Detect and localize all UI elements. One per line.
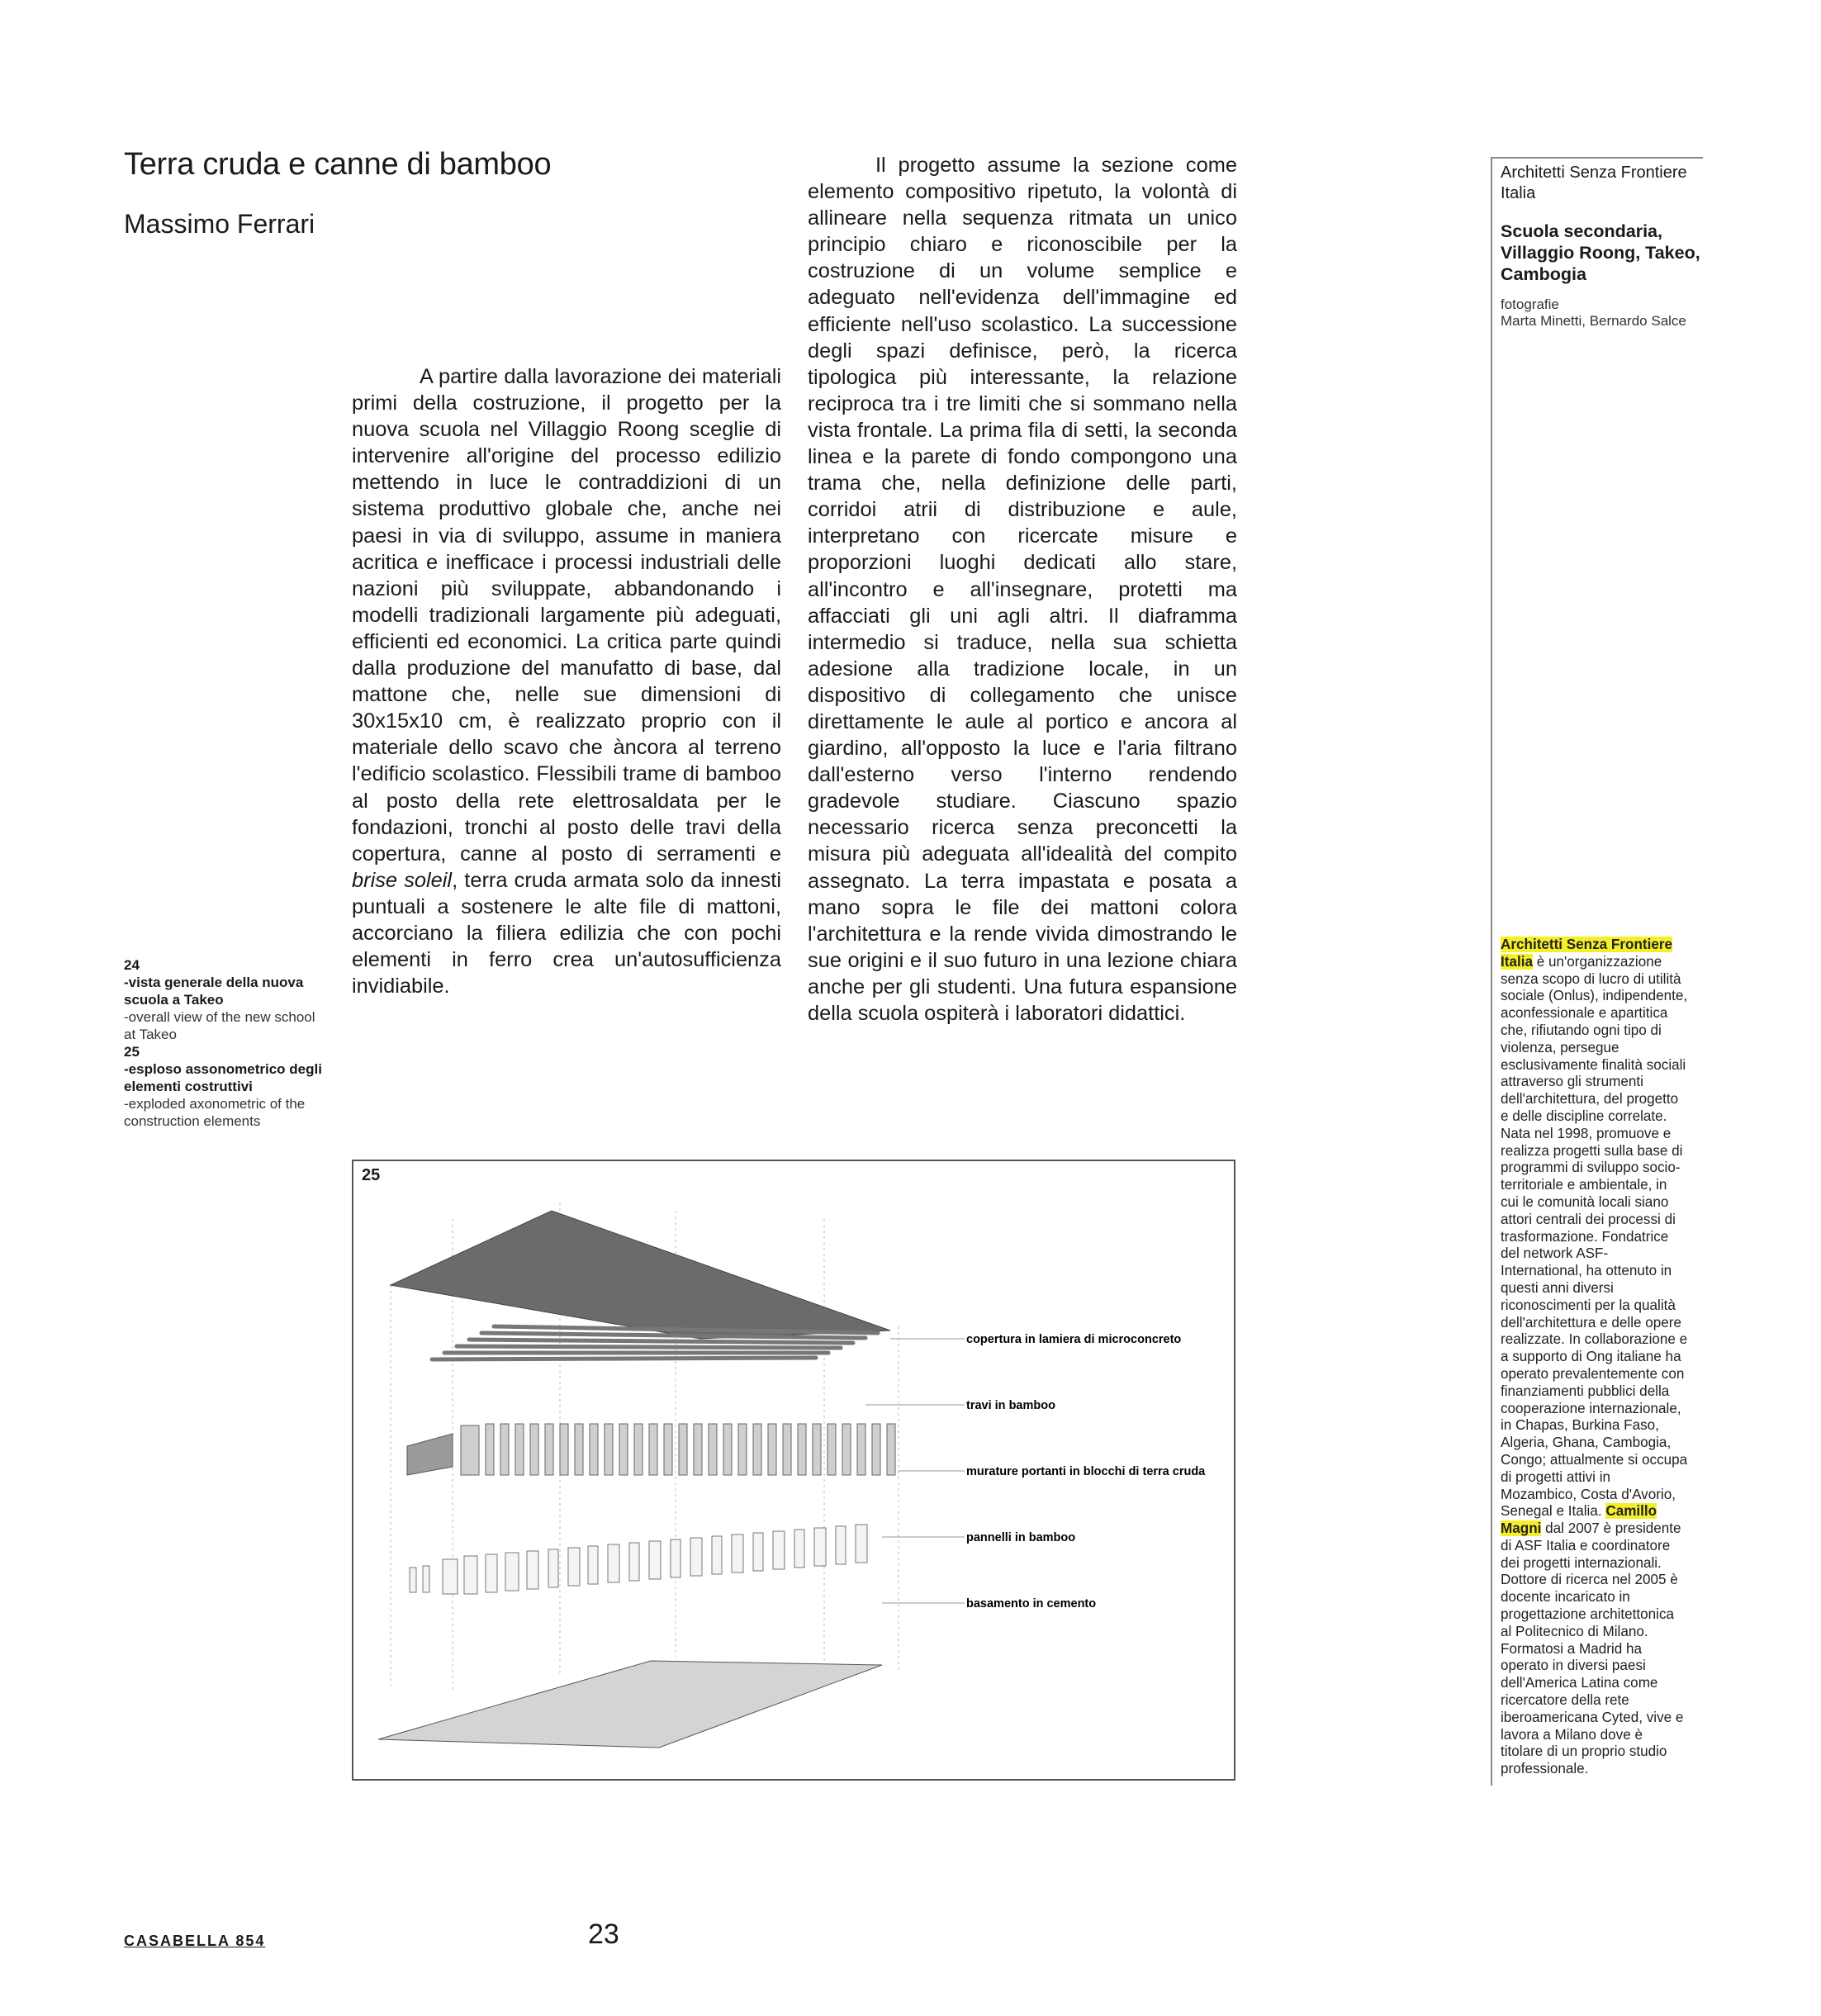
roof-slab [391,1211,890,1339]
bamboo-panels [410,1525,867,1594]
highlighted-name: Camillo Magni [1501,1503,1657,1537]
body-italic-text: brise soleil [352,868,453,892]
credits-bio [1501,937,1689,1778]
credits-firm: Architetti Senza Frontiere Italia [1501,164,1687,202]
caption-italian: -vista generale della nuova scuola a Takeo [124,975,304,1008]
exploded-axonometric-drawing [353,1161,1234,1779]
axonometric-figure [352,1160,1235,1781]
label-walls: murature portanti in blocchi di terra cruda [966,1465,1206,1478]
project-credits [1491,157,1703,1786]
body-text: , terra cruda armata solo da innesti puntuali a sostenere le alte file di mattoni, accorciano la filiera edilizia che con pochi elementi in ferro crea un'autosufficienza invidiabile. [352,868,782,999]
highlighted-name: Architetti Senza Frontiere Italia [1501,937,1673,970]
body-column-2 [808,152,1237,1027]
article-title: Terra cruda e canne di bamboo [124,147,552,182]
concrete-base [378,1661,882,1748]
figure-number: 25 [362,1166,381,1184]
caption-english: -overall view of the new school at Takeo [124,1009,315,1042]
caption-italian: -esploso assonometrico degli elementi costruttivi [124,1061,322,1094]
label-roof: copertura in lamiera di microconcreto [966,1333,1182,1346]
wall-block-mass [407,1434,453,1475]
body-column-1 [352,363,781,999]
credits-photographers: Marta Minetti, Bernardo Salce [1501,313,1686,329]
figure-labels [966,1333,1206,1610]
caption-number: 24 [124,957,140,973]
credits-photo-label: fotografie [1501,296,1559,312]
label-panels: pannelli in bamboo [966,1531,1076,1544]
label-beams: travi in bamboo [966,1399,1055,1412]
bio-text: dal 2007 è presidente di ASF Italia e coordinatore dei progetti internazionali. Dottore di ricerca nel 2005 è docente incaricato in progettazione architettonica al Politecnico di Milano. Formatosi a Madrid ha operato in diversi paesi dell'America Latina come ricercatore della rete iberoamericana Cyted, vive e lavora a Milano dove è titolare di un proprio studio professionale. [1501,1520,1684,1777]
bio-text: è un'organizzazione senza scopo di lucro di utilità sociale (Onlus), indipendente, aconfessionale e apartitica che, rifiutando ogni tipo di violenza, persegue esclusivamente finalità sociali attraverso gli strumenti dell'architettura, del progetto e delle discipline correlate. Nata nel 1998, promuove e realizza progetti sulla base di programmi di sviluppo socio-territoriale e ambientale, in cui le comunità locali siano attori centrali dei processi di trasformazione. Fondatrice del network ASF-International, ha ottenuto in questi anni diversi riconoscimenti per la qualità dell'architettura e delle opere realizzate. In collaborazione e a supporto di Ong italiane ha operato prevalentemente con finanziamenti pubblici della cooperazione internazionale, in Chapas, Burkina Faso, Algeria, Ghana, Cambogia, Congo; attualmente si occupa di progetti attivi in Mozambico, Costa d'Avorio, Senegal e Italia. [1501,953,1688,1520]
bamboo-beams [432,1326,878,1359]
caption-english: -exploded axonometric of the construction elements [124,1096,306,1129]
label-base: basamento in cemento [966,1597,1097,1610]
body-text: A partire dalla lavorazione dei materiali primi della costruzione, il progetto per la nuova scuola nel Villaggio Roong sceglie di intervenire all'origine del processo edilizio mettendo in luce le contraddizioni di un sistema produttivo globale che, anche nei paesi in via di sviluppo, assume in maniera acritica e inefficace i processi industriali delle nazioni più sviluppate, abbandonando i modelli tradizionali largamente più adeguati, efficienti ed economici. La critica parte quindi dalla produzione del manufatto di base, dal mattone che, nelle sue dimensioni di 30x15x10 cm, è realizzato proprio con il materiale dello scavo che àncora al terreno l'edificio scolastico. Flessibili trame di bamboo al posto della rete elettrosaldata per le fondazioni, tronchi al posto delle travi della copertura, canne al posto di serramenti e [352,365,781,866]
footer-magazine: CASABELLA 854 [124,1933,266,1949]
page-number: 23 [588,1919,619,1950]
figure-captions [124,956,330,1130]
body-text: Il progetto assume la sezione come elemento compositivo ripetuto, la volontà di allineare nella sequenza ritmata un unico principio chiaro e riconoscibile per la costruzione di un volume semplice e adeguato nell'evidenza dell'immagine ed efficiente nell'uso scolastico. La successione degli spazi definisce, però, la ricerca tipologica più interessante, la relazione reciproca tra i tre limiti che si sommano nella vista frontale. La prima fila di setti, la seconda linea e la parete di fondo compongono una trama che, nella definizione delle parti, corridoi atrii di distribuzione e aule, interpretano con ricercate misure e proporzioni luoghi dedicati allo stare, all'incontro e all'insegnare, protetti ma affacciati gli uni agli altri. Il diaframma intermedio si traduce, nella sua schietta adesione alla tradizione locale, in un dispositivo di collegamento che unisce direttamente le aule al portico e ancora al giardino, all'opposto la luce e l'aria filtrano dall'esterno verso l'interno rendendo gradevole studiare. Ciascuno spazio necessario ricerca senza preconcetti la misura più adeguata all'idealità del compito assegnato. La terra impastata e posata a mano sopra le file dei mattoni colora l'architettura e la rende vivida dimostrando le sue origini e il suo futuro in una lezione chiara anche per gli studenti. Una futura espansione della scuola ospiterà i laboratori didattici. [808,154,1237,1025]
credits-project: Scuola secondaria, Villaggio Roong, Takeo, Cambogia [1501,221,1700,284]
article-author: Massimo Ferrari [124,209,315,239]
caption-number: 25 [124,1044,140,1060]
earth-block-walls [461,1424,895,1475]
